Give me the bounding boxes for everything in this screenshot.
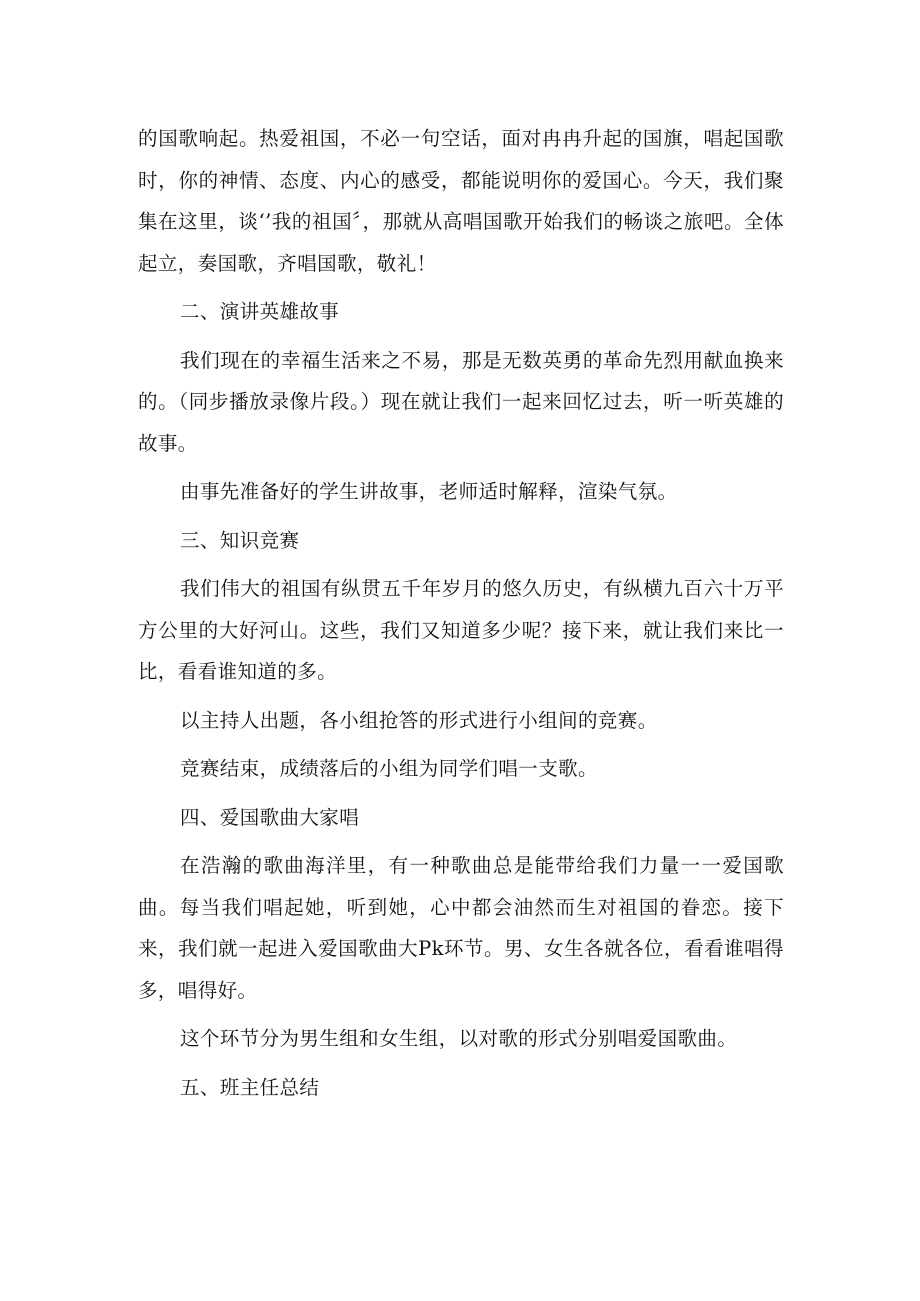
section-heading-hero-stories: 二、演讲英雄故事 — [180, 300, 340, 323]
paragraph-songs-intro: 在浩瀚的歌曲海洋里，有一种歌曲总是能带给我们力量一一爱国歌曲。每当我们唱起她，听到她，心中都会油然而生对祖国的眷恋。接下来，我们就一起进入爱国歌曲大Pk环节。男、女生各就各位，看看谁唱得多，唱得好。 — [138, 854, 784, 1002]
paragraph-contest-intro: 我们伟大的祖国有纵贯五千年岁月的悠久历史，有纵横九百六十万平方公里的大好河山。这些，我们又知道多少呢？接下来，就让我们来比一比，看看谁知道的多。 — [138, 577, 784, 683]
section-heading-knowledge-contest: 三、知识竞赛 — [180, 528, 300, 552]
section-heading-patriotic-songs: 四、爱国歌曲大家唱 — [180, 805, 360, 829]
section-heading-teacher-summary: 五、班主任总结 — [180, 1075, 320, 1099]
paragraph-anthem-intro: 的国歌响起。热爱祖国，不必一句空话，面对冉冉升起的国旗，唱起国歌时，你的神情、态度、内心的感受，都能说明你的爱国心。今天，我们聚集在这里，谈‘’我的祖国〞，那就从高唱国歌开始我们的畅谈之旅吧。全体起立，奏国歌，齐唱国歌，敬礼！ — [138, 127, 784, 275]
paragraph-story-telling: 由事先准备好的学生讲故事，老师适时解释，渲染气氛。 — [180, 480, 678, 503]
paragraph-hero-stories: 我们现在的幸福生活来之不易，那是无数英勇的革命先烈用献血换来的。（同步播放录像片段。）现在就让我们一起来回忆过去，听一听英雄的故事。 — [138, 348, 784, 455]
paragraph-contest-format: 以主持人出题，各小组抢答的形式进行小组间的竞赛。 — [180, 708, 658, 732]
paragraph-songs-format: 这个环节分为男生组和女生组，以对歌的形式分别唱爱国歌曲。 — [180, 1027, 738, 1050]
document-body — [138, 118, 784, 1115]
paragraph-contest-end: 竞赛结束，成绩落后的小组为同学们唱一支歌。 — [180, 757, 598, 780]
